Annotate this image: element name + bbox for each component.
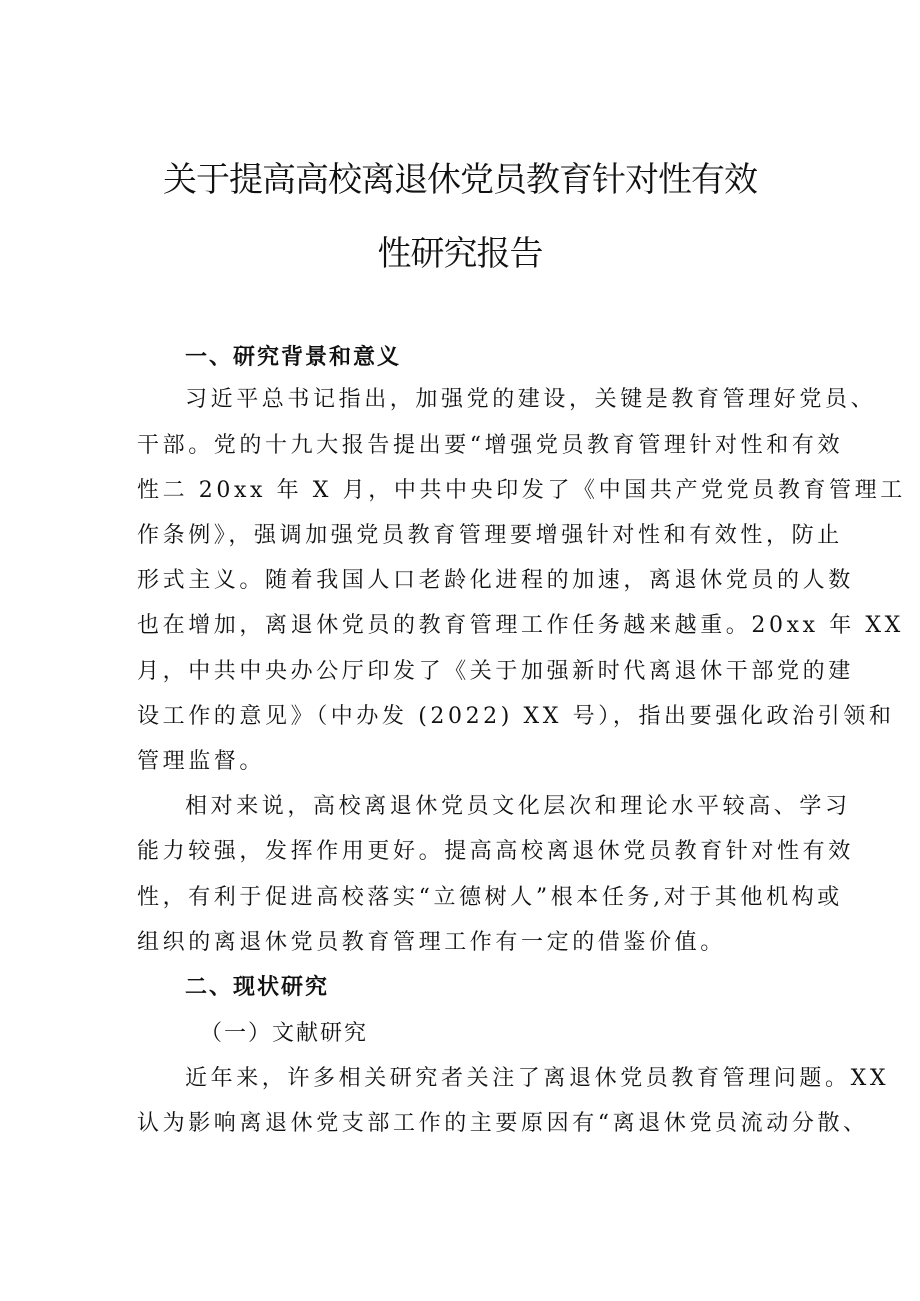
document-title-line-2: 性研究报告	[377, 234, 543, 274]
paragraph-1-line-7: 月，中共中央办公厅印发了《关于加强新时代离退休干部党的建	[137, 659, 854, 684]
paragraph-1-line-1: 习近平总书记指出，加强党的建设，关键是教育管理好党员、	[185, 387, 877, 412]
paragraph-2-line-4: 组织的离退休党员教育管理工作有一定的借鉴价值。	[137, 930, 726, 955]
paragraph-1-line-2: 干部。党的十九大报告提出要“增强党员教育管理针对性和有效	[137, 433, 844, 458]
paragraph-1-line-6: 也在增加，离退休党员的教育管理工作任务越来越重。20xx 年 XX	[137, 613, 904, 638]
paragraph-1-line-3: 性二 20xx 年 X 月，中共中央印发了《中国共产党党员教育管理工	[137, 478, 906, 503]
paragraph-1-line-4: 作条例》，强调加强党员教育管理要增强针对性和有效性，防止	[137, 523, 843, 548]
paragraph-1-line-5: 形式主义。随着我国人口老龄化进程的加速，离退休党员的人数	[137, 568, 854, 593]
paragraph-1-line-9: 管理监督。	[137, 749, 266, 774]
subsection-heading-literature: （一）文献研究	[200, 1021, 369, 1046]
paragraph-2-line-1: 相对来说，高校离退休党员文化层次和理论水平较高、学习	[185, 794, 851, 819]
paragraph-2-line-2: 能力较强，发挥作用更好。提高高校离退休党员教育针对性有效	[137, 839, 854, 864]
section-heading-background: 一、研究背景和意义	[185, 345, 402, 370]
paragraph-3-line-2: 认为影响离退休党支部工作的主要原因有“离退休党员流动分散、	[137, 1111, 869, 1136]
document-title-line-1: 关于提高高校离退休党员教育针对性有效	[163, 160, 757, 200]
paragraph-3-line-1: 近年来，许多相关研究者关注了离退休党员教育管理问题。XX	[185, 1066, 890, 1091]
section-heading-status: 二、现状研究	[185, 975, 330, 1000]
paragraph-1-line-8: 设工作的意见》（中办发 (2022) XX 号），指出要强化政治引领和	[137, 704, 895, 729]
paragraph-2-line-3: 性，有利于促进高校落实“立德树人”根本任务,对于其他机构或	[137, 885, 843, 910]
